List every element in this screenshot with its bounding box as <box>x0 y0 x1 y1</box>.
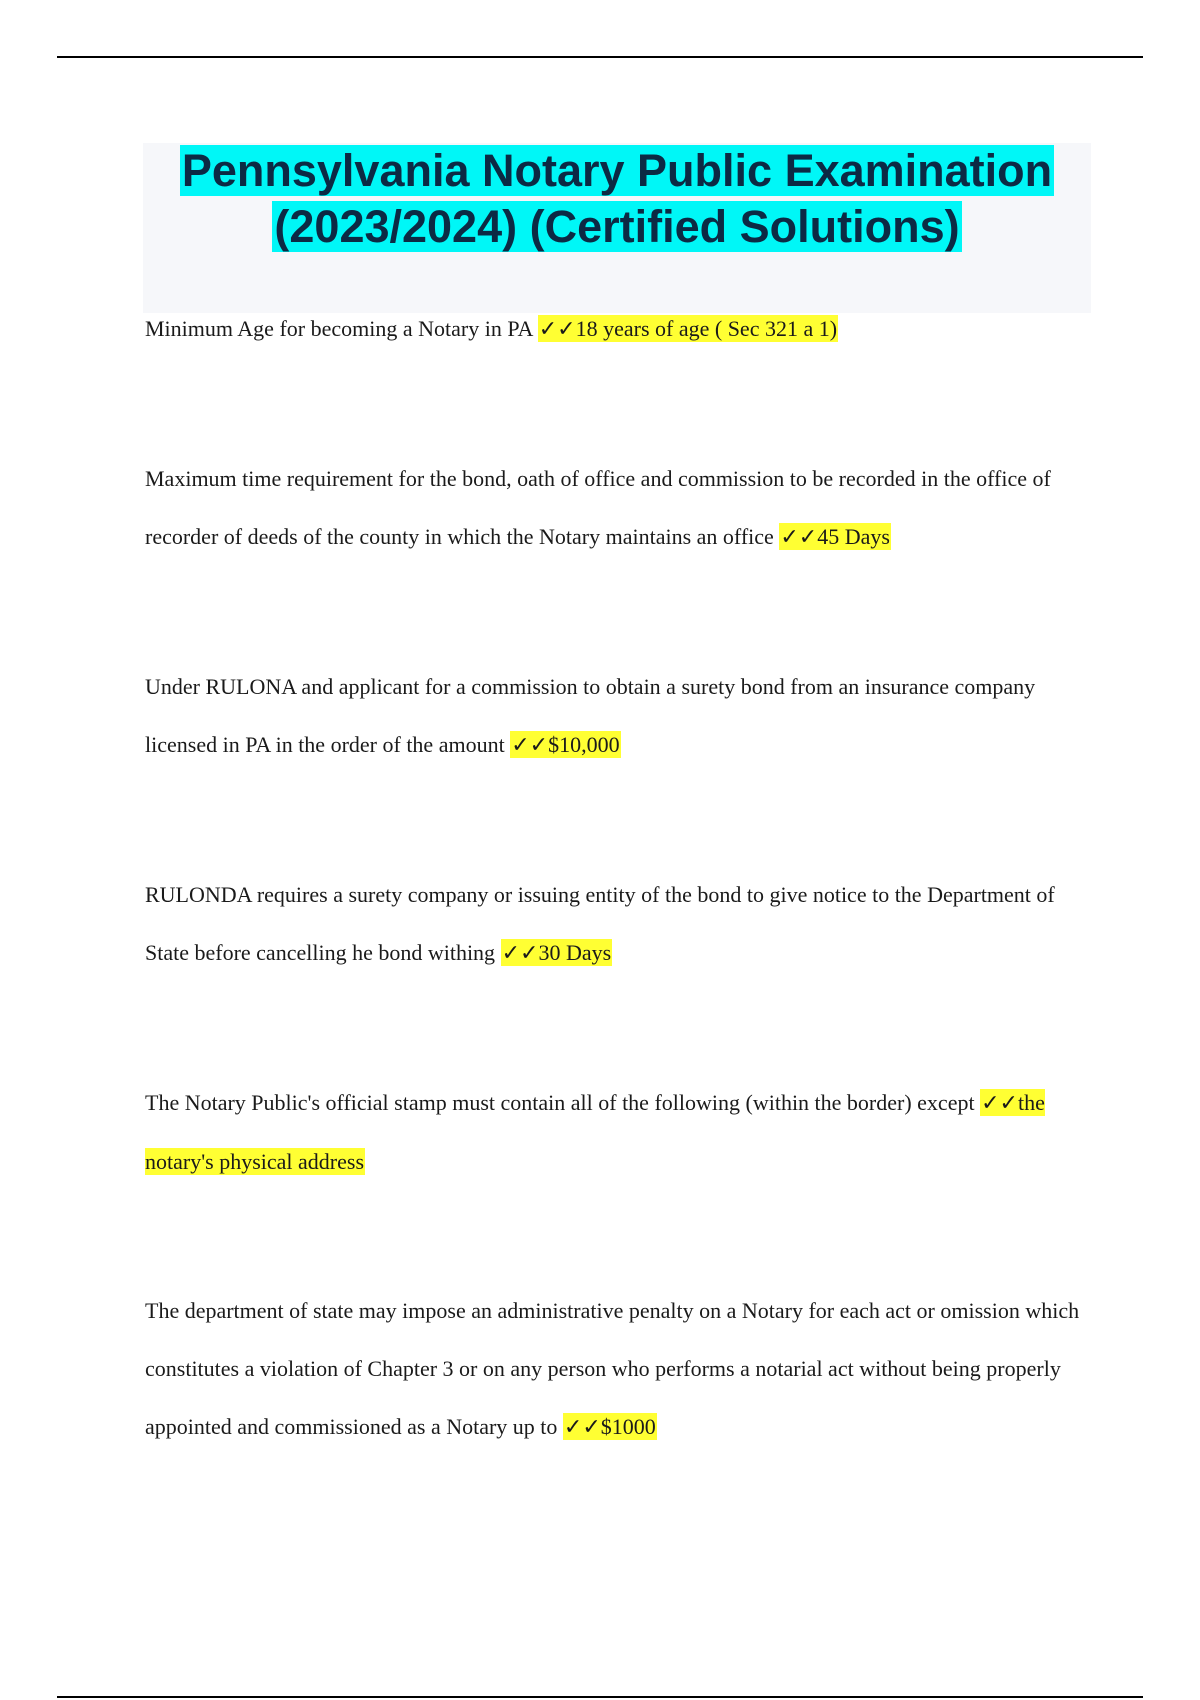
answer-text: 45 Days <box>817 524 890 549</box>
qa-item-4 <box>145 866 1095 983</box>
answer-text: the notary's physical address <box>145 1090 1045 1174</box>
question-text: RULONDA requires a surety company or issuing entity of the bond to give notice to the Department of State before cancelling he bond withing <box>145 882 1055 965</box>
answer-highlight <box>779 523 891 550</box>
qa-item-3 <box>145 658 1095 775</box>
double-check-icon: ✓✓ <box>501 941 539 966</box>
double-check-icon: ✓✓ <box>563 1415 601 1440</box>
top-rule <box>57 56 1143 58</box>
qa-item-6 <box>145 1282 1095 1457</box>
double-check-icon: ✓✓ <box>780 525 818 550</box>
answer-highlight <box>563 1413 657 1440</box>
answer-highlight <box>538 315 838 342</box>
title-highlight-1: Pennsylvania Notary Public Examination <box>181 145 1053 196</box>
double-check-icon: ✓✓ <box>538 317 576 342</box>
answer-highlight <box>510 731 620 758</box>
qa-item-2 <box>145 450 1095 567</box>
question-text: Under RULONA and applicant for a commission to obtain a surety bond from an insurance company licensed in PA in the order of the amount <box>145 674 1036 757</box>
bottom-rule <box>57 1696 1143 1698</box>
question-text: The Notary Public's official stamp must contain all of the following (within the border) except <box>145 1090 981 1115</box>
title-highlight-2: (2023/2024) (Certified Solutions) <box>274 201 960 252</box>
double-check-icon: ✓✓ <box>981 1091 1018 1116</box>
answer-text: $10,000 <box>548 732 620 757</box>
answer-text: 18 years of age ( Sec 321 a 1) <box>575 316 838 341</box>
question-text: Maximum time requirement for the bond, oath of office and commission to be recorded in the office of recorder of deeds of the county in which the Notary maintains an office <box>145 466 1051 549</box>
qa-item-1 <box>145 300 1095 359</box>
double-check-icon: ✓✓ <box>511 733 549 758</box>
answer-highlight <box>501 939 613 966</box>
qa-item-5 <box>145 1074 1095 1191</box>
question-text: Minimum Age for becoming a Notary in PA <box>145 316 538 341</box>
page-title-line-1 <box>143 143 1091 199</box>
page-title-line-2 <box>143 199 1091 255</box>
question-text: The department of state may impose an administrative penalty on a Notary for each act or omission which constitutes a violation of Chapter 3 or on any person who performs a notarial act without being properly appointed and commissioned as a Notary up to <box>145 1298 1080 1439</box>
title-block <box>143 143 1091 313</box>
answer-text: $1000 <box>600 1414 656 1439</box>
answer-text: 30 Days <box>538 940 612 965</box>
